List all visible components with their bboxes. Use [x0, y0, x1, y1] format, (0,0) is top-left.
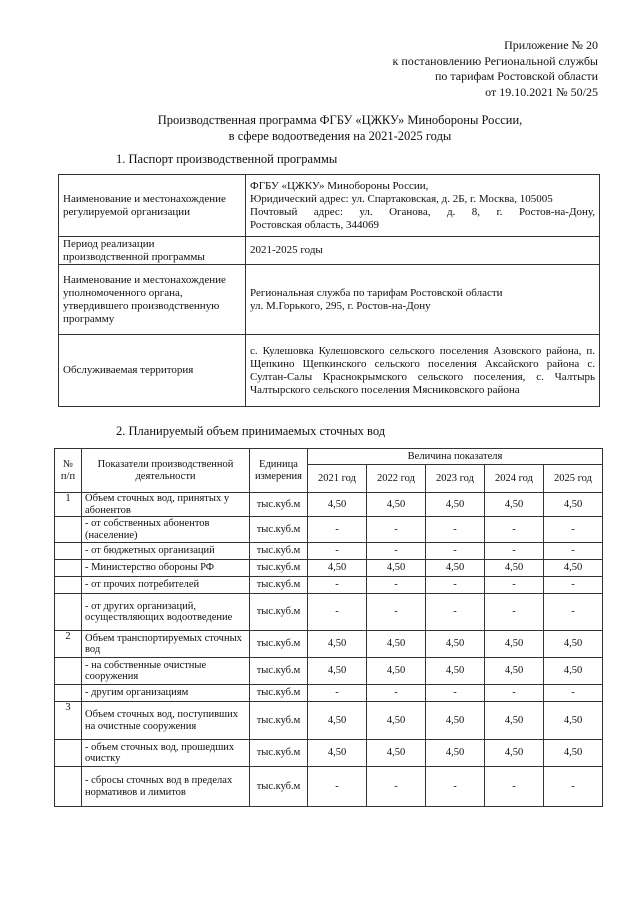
- row-num: [55, 543, 82, 560]
- row-num: [55, 594, 82, 631]
- row-unit: тыс.куб.м: [250, 740, 308, 767]
- row-indicator: Объем сточных вод, поступивших на очистные сооружения: [82, 702, 250, 740]
- row-value: 4,50: [308, 631, 367, 658]
- row-num: 1: [55, 493, 82, 517]
- row-value: -: [367, 577, 426, 594]
- row-value: 4,50: [308, 658, 367, 685]
- passport-row-territory: [59, 335, 600, 407]
- row-value: 4,50: [367, 631, 426, 658]
- row-value: -: [308, 577, 367, 594]
- header-year: 2025 год: [544, 465, 603, 493]
- row-value: 4,50: [485, 658, 544, 685]
- header-year: 2023 год: [426, 465, 485, 493]
- volume-header-row: [55, 449, 603, 465]
- row-value: -: [367, 767, 426, 807]
- passport-row-organization: [59, 175, 600, 237]
- row-value: -: [308, 594, 367, 631]
- row-num: [55, 560, 82, 577]
- row-unit: тыс.куб.м: [250, 493, 308, 517]
- table-row: [55, 631, 603, 658]
- row-value: 4,50: [367, 560, 426, 577]
- row-value: 4,50: [426, 658, 485, 685]
- table-row: [55, 767, 603, 807]
- row-value: 4,50: [544, 493, 603, 517]
- row-value: 4,50: [485, 702, 544, 740]
- row-value: -: [426, 685, 485, 702]
- header-num: № п/п: [55, 449, 82, 493]
- row-unit: тыс.куб.м: [250, 517, 308, 543]
- header-year: 2022 год: [367, 465, 426, 493]
- row-num: 3: [55, 702, 82, 740]
- row-value: -: [485, 543, 544, 560]
- row-value: -: [544, 543, 603, 560]
- table-row: [55, 685, 603, 702]
- row-value: 4,50: [308, 560, 367, 577]
- row-value: -: [426, 543, 485, 560]
- row-num: [55, 767, 82, 807]
- row-value: 4,50: [485, 493, 544, 517]
- row-value: 4,50: [426, 740, 485, 767]
- row-value: 4,50: [485, 560, 544, 577]
- appendix-number: Приложение № 20: [504, 38, 598, 52]
- row-value: -: [308, 543, 367, 560]
- row-indicator: - от бюджетных организаций: [82, 543, 250, 560]
- row-value: -: [426, 594, 485, 631]
- row-unit: тыс.куб.м: [250, 702, 308, 740]
- row-value: -: [367, 517, 426, 543]
- row-num: 2: [55, 631, 82, 658]
- row-value: -: [426, 577, 485, 594]
- table-row: [55, 740, 603, 767]
- passport-label: Обслуживаемая территория: [59, 335, 246, 407]
- row-value: -: [308, 517, 367, 543]
- row-unit: тыс.куб.м: [250, 685, 308, 702]
- org-postal-address: Почтовый адрес: ул. Оганова, д. 8, г. Ростов-на-Дону,: [250, 205, 595, 218]
- passport-table: [58, 174, 600, 407]
- row-value: 4,50: [544, 702, 603, 740]
- passport-row-authority: [59, 265, 600, 335]
- row-value: 4,50: [367, 658, 426, 685]
- header-indicator: Показатели производственной деятельности: [82, 449, 250, 493]
- row-value: 4,50: [426, 631, 485, 658]
- row-num: [55, 517, 82, 543]
- row-value: -: [544, 517, 603, 543]
- row-indicator: Объем транспортируемых сточных вод: [82, 631, 250, 658]
- row-value: -: [485, 577, 544, 594]
- header-year: 2021 год: [308, 465, 367, 493]
- appendix-header: [393, 38, 598, 100]
- row-indicator: Объем сточных вод, принятых у абонентов: [82, 493, 250, 517]
- row-value: -: [544, 685, 603, 702]
- row-value: 4,50: [426, 560, 485, 577]
- table-row: [55, 543, 603, 560]
- row-value: -: [485, 685, 544, 702]
- row-value: -: [308, 767, 367, 807]
- row-unit: тыс.куб.м: [250, 543, 308, 560]
- row-value: 4,50: [426, 702, 485, 740]
- row-value: 4,50: [544, 560, 603, 577]
- row-value: 4,50: [544, 740, 603, 767]
- row-value: 4,50: [485, 631, 544, 658]
- row-indicator: - на собственные очистные сооружения: [82, 658, 250, 685]
- row-value: -: [426, 517, 485, 543]
- row-value: -: [367, 543, 426, 560]
- row-value: 4,50: [426, 493, 485, 517]
- row-value: 4,50: [367, 702, 426, 740]
- row-value: -: [544, 767, 603, 807]
- row-value: -: [426, 767, 485, 807]
- row-indicator: - Министерство обороны РФ: [82, 560, 250, 577]
- table-row: [55, 594, 603, 631]
- table-row: [55, 560, 603, 577]
- section2-title: 2. Планируемый объем принимаемых сточных вод: [116, 424, 386, 438]
- row-unit: тыс.куб.м: [250, 658, 308, 685]
- authority-name: Региональная служба по тарифам Ростовской области: [250, 286, 503, 299]
- volume-table-body: [55, 493, 603, 807]
- passport-label: Наименование и местонахождение уполномоченного органа, утвердившего производственную программу: [59, 265, 246, 335]
- program-title-line2: в сфере водоотведения на 2021-2025 годы: [228, 129, 452, 143]
- row-value: 4,50: [544, 631, 603, 658]
- row-value: -: [485, 594, 544, 631]
- appendix-date: от 19.10.2021 № 50/25: [485, 84, 598, 99]
- org-legal-address: Юридический адрес: ул. Спартаковская, д. 2Б, г. Москва, 105005: [250, 192, 553, 205]
- row-unit: тыс.куб.м: [250, 631, 308, 658]
- row-value: 4,50: [544, 658, 603, 685]
- passport-row-period: [59, 237, 600, 265]
- row-value: 4,50: [367, 740, 426, 767]
- appendix-agency: по тарифам Ростовской области: [434, 69, 598, 83]
- row-indicator: - от прочих потребителей: [82, 577, 250, 594]
- row-unit: тыс.куб.м: [250, 560, 308, 577]
- org-postal-address-cont: Ростовская область, 344069: [250, 218, 379, 231]
- row-unit: тыс.куб.м: [250, 594, 308, 631]
- program-title-line1: Производственная программа ФГБУ «ЦЖКУ» Минобороны России,: [157, 113, 523, 127]
- table-row: [55, 493, 603, 517]
- passport-label: Период реализации производственной программы: [59, 237, 246, 265]
- header-year: 2024 год: [485, 465, 544, 493]
- row-value: -: [308, 685, 367, 702]
- table-row: [55, 702, 603, 740]
- row-value: -: [485, 517, 544, 543]
- authority-address: ул. М.Горького, 295, г. Ростов-на-Дону: [250, 299, 431, 312]
- row-indicator: - от других организаций, осуществляющих водоотведение: [82, 594, 250, 631]
- section1-title: 1. Паспорт производственной программы: [116, 152, 338, 166]
- table-row: [55, 658, 603, 685]
- row-value: 4,50: [308, 702, 367, 740]
- row-unit: тыс.куб.м: [250, 577, 308, 594]
- passport-value: с. Кулешовка Кулешовского сельского поселения Азовского района, п. Щепкино Щепкинского сельского поселения Аксайского района с. Султан-Салы Краснокрымского сельского поселения, с. Чалтырь Чалтырского сельского поселения Мясниковского района: [246, 335, 600, 407]
- volume-table: [54, 448, 603, 807]
- row-value: -: [367, 685, 426, 702]
- passport-value: [246, 265, 600, 335]
- row-value: 4,50: [367, 493, 426, 517]
- row-unit: тыс.куб.м: [250, 767, 308, 807]
- row-indicator: - объем сточных вод, прошедших очистку: [82, 740, 250, 767]
- row-indicator: - от собственных абонентов (население): [82, 517, 250, 543]
- row-num: [55, 740, 82, 767]
- row-value: 4,50: [485, 740, 544, 767]
- row-value: -: [544, 577, 603, 594]
- header-value: Величина показателя: [308, 449, 603, 465]
- row-indicator: - сбросы сточных вод в пределах нормативов и лимитов: [82, 767, 250, 807]
- passport-value: [246, 175, 600, 237]
- program-title: [40, 112, 640, 144]
- row-value: -: [367, 594, 426, 631]
- org-name: ФГБУ «ЦЖКУ» Минобороны России,: [250, 179, 429, 192]
- row-value: -: [544, 594, 603, 631]
- table-row: [55, 517, 603, 543]
- row-num: [55, 577, 82, 594]
- row-num: [55, 658, 82, 685]
- header-unit: Единица измерения: [250, 449, 308, 493]
- passport-label: Наименование и местонахождение регулируемой организации: [59, 175, 246, 237]
- table-row: [55, 577, 603, 594]
- appendix-decree: к постановлению Региональной службы: [392, 53, 598, 68]
- row-num: [55, 685, 82, 702]
- passport-value: 2021-2025 годы: [246, 237, 600, 265]
- row-value: 4,50: [308, 740, 367, 767]
- row-value: 4,50: [308, 493, 367, 517]
- row-value: -: [485, 767, 544, 807]
- row-indicator: - другим организациям: [82, 685, 250, 702]
